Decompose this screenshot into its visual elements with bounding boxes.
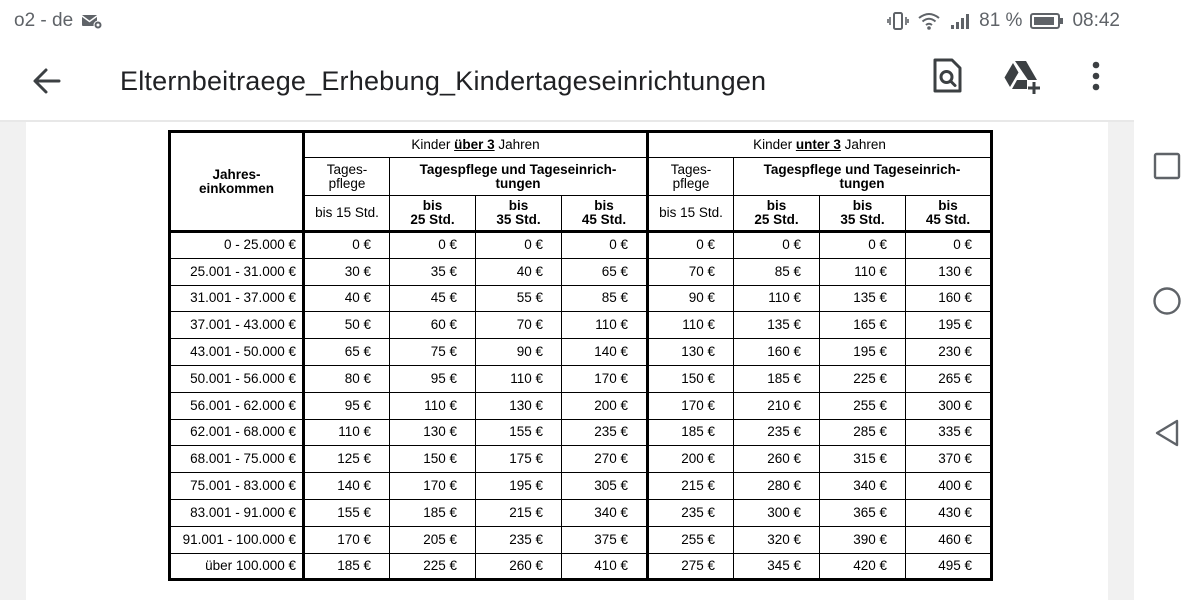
fee-cell: 235 €: [734, 419, 820, 446]
fee-cell: 110 €: [304, 419, 390, 446]
fee-cell: 270 €: [562, 446, 648, 473]
recents-square-icon: [1153, 152, 1181, 180]
fee-cell: 195 €: [820, 339, 906, 366]
signal-icon: [949, 12, 971, 30]
fee-cell: 260 €: [476, 553, 562, 580]
more-vert-icon: [1091, 60, 1101, 92]
fee-cell: 185 €: [734, 365, 820, 392]
fee-cell: 225 €: [820, 365, 906, 392]
hours-header-35: bis 35 Std.: [820, 196, 906, 232]
back-triangle-icon: [1153, 418, 1181, 448]
fee-cell: 495 €: [906, 553, 992, 580]
back-button[interactable]: [16, 50, 78, 112]
fee-cell: 0 €: [476, 232, 562, 259]
fee-cell: 390 €: [820, 526, 906, 553]
fee-cell: 95 €: [390, 365, 476, 392]
fee-cell: 130 €: [476, 392, 562, 419]
fee-cell: 0 €: [562, 232, 648, 259]
table-row: [170, 285, 992, 312]
document-page: [26, 122, 1108, 600]
fee-cell: 140 €: [304, 473, 390, 500]
home-button[interactable]: [1147, 281, 1187, 321]
fee-cell: 280 €: [734, 473, 820, 500]
add-to-drive-button[interactable]: [996, 50, 1048, 102]
fee-cell: 70 €: [476, 312, 562, 339]
table-row: [170, 258, 992, 285]
fee-cell: 235 €: [476, 526, 562, 553]
table-row: [170, 339, 992, 366]
fee-cell: 255 €: [820, 392, 906, 419]
add-to-drive-icon: [1002, 58, 1042, 94]
fee-cell: 80 €: [304, 365, 390, 392]
fee-cell: 135 €: [820, 285, 906, 312]
fee-cell: 130 €: [648, 339, 734, 366]
fee-cell: 205 €: [390, 526, 476, 553]
income-bracket-cell: 37.001 - 43.000 €: [170, 312, 304, 339]
document-viewer[interactable]: [0, 122, 1134, 600]
fee-cell: 160 €: [734, 339, 820, 366]
fee-cell: 300 €: [734, 499, 820, 526]
fee-cell: 430 €: [906, 499, 992, 526]
fee-cell: 130 €: [906, 258, 992, 285]
fee-cell: 410 €: [562, 553, 648, 580]
carrier-label: o2 - de: [14, 10, 74, 31]
fee-cell: 305 €: [562, 473, 648, 500]
document-title: Elternbeitraege_Erhebung_Kindertageseinrichtungen: [120, 65, 767, 96]
fee-cell: 150 €: [390, 446, 476, 473]
mail-settings-icon: [81, 12, 103, 30]
recents-button[interactable]: [1147, 146, 1187, 186]
table-row: [170, 446, 992, 473]
hours-header-25: bis 25 Std.: [390, 196, 476, 232]
fee-cell: 235 €: [648, 499, 734, 526]
income-bracket-cell: 0 - 25.000 €: [170, 232, 304, 259]
home-circle-icon: [1152, 286, 1182, 316]
income-bracket-cell: 91.001 - 100.000 €: [170, 526, 304, 553]
table-row: [170, 232, 992, 259]
group-header-over-3: Kinder über 3 Jahren: [304, 132, 648, 158]
hours-header-45: bis 45 Std.: [562, 196, 648, 232]
fee-cell: 195 €: [906, 312, 992, 339]
tageseinrichtung-header: Tagespflege und Tageseinrich- tungen: [390, 158, 648, 196]
fee-cell: 200 €: [648, 446, 734, 473]
back-arrow-icon: [31, 65, 63, 97]
fee-cell: 340 €: [820, 473, 906, 500]
income-bracket-cell: 62.001 - 68.000 €: [170, 419, 304, 446]
fee-cell: 85 €: [562, 285, 648, 312]
fee-cell: 110 €: [734, 285, 820, 312]
clock: 08:42: [1072, 10, 1120, 31]
tageseinrichtung-header: Tagespflege und Tageseinrich- tungen: [734, 158, 992, 196]
fee-cell: 0 €: [906, 232, 992, 259]
fee-cell: 65 €: [562, 258, 648, 285]
table-row: [170, 392, 992, 419]
fee-cell: 275 €: [648, 553, 734, 580]
fee-cell: 185 €: [304, 553, 390, 580]
tagespflege-header: Tages- pflege: [304, 158, 390, 196]
fee-cell: 150 €: [648, 365, 734, 392]
fee-cell: 185 €: [390, 499, 476, 526]
fee-cell: 370 €: [906, 446, 992, 473]
fee-cell: 215 €: [476, 499, 562, 526]
battery-percent: 81 %: [979, 10, 1023, 31]
table-row: [170, 419, 992, 446]
status-bar: [0, 0, 1134, 42]
fee-cell: 400 €: [906, 473, 992, 500]
fee-cell: 65 €: [304, 339, 390, 366]
fee-cell: 320 €: [734, 526, 820, 553]
table-row: [170, 526, 992, 553]
fee-cell: 75 €: [390, 339, 476, 366]
income-bracket-cell: über 100.000 €: [170, 553, 304, 580]
income-bracket-cell: 68.001 - 75.000 €: [170, 446, 304, 473]
fee-cell: 340 €: [562, 499, 648, 526]
income-bracket-cell: 56.001 - 62.000 €: [170, 392, 304, 419]
fee-cell: 335 €: [906, 419, 992, 446]
fee-cell: 215 €: [648, 473, 734, 500]
document-search-icon: [931, 57, 965, 95]
income-bracket-cell: 43.001 - 50.000 €: [170, 339, 304, 366]
income-bracket-cell: 25.001 - 31.000 €: [170, 258, 304, 285]
fee-cell: 230 €: [906, 339, 992, 366]
fee-cell: 30 €: [304, 258, 390, 285]
battery-icon: [1030, 12, 1064, 30]
tagespflege-header: Tages- pflege: [648, 158, 734, 196]
fee-cell: 210 €: [734, 392, 820, 419]
fee-cell: 460 €: [906, 526, 992, 553]
fee-cell: 35 €: [390, 258, 476, 285]
fee-cell: 365 €: [820, 499, 906, 526]
table-row: [170, 499, 992, 526]
fee-cell: 0 €: [734, 232, 820, 259]
app-bar: [0, 42, 1134, 120]
hours-header-45: bis 45 Std.: [906, 196, 992, 232]
fee-cell: 165 €: [820, 312, 906, 339]
fee-cell: 170 €: [562, 365, 648, 392]
fee-cell: 60 €: [390, 312, 476, 339]
fee-cell: 235 €: [562, 419, 648, 446]
income-bracket-cell: 31.001 - 37.000 €: [170, 285, 304, 312]
fee-cell: 130 €: [390, 419, 476, 446]
fee-cell: 50 €: [304, 312, 390, 339]
table-row: [170, 473, 992, 500]
fee-cell: 40 €: [304, 285, 390, 312]
hours-header-35: bis 35 Std.: [476, 196, 562, 232]
fee-table-body: [170, 232, 992, 580]
fee-cell: 110 €: [648, 312, 734, 339]
fee-cell: 225 €: [390, 553, 476, 580]
fee-cell: 70 €: [648, 258, 734, 285]
fee-cell: 185 €: [648, 419, 734, 446]
fee-cell: 110 €: [562, 312, 648, 339]
fee-cell: 125 €: [304, 446, 390, 473]
fee-cell: 0 €: [390, 232, 476, 259]
fee-cell: 155 €: [304, 499, 390, 526]
fee-cell: 155 €: [476, 419, 562, 446]
fee-cell: 110 €: [820, 258, 906, 285]
fee-cell: 110 €: [390, 392, 476, 419]
fee-cell: 0 €: [304, 232, 390, 259]
table-row: [170, 553, 992, 580]
fee-cell: 110 €: [476, 365, 562, 392]
fee-cell: 140 €: [562, 339, 648, 366]
fee-cell: 55 €: [476, 285, 562, 312]
fee-table: [168, 130, 993, 581]
fee-cell: 170 €: [390, 473, 476, 500]
fee-cell: 315 €: [820, 446, 906, 473]
wifi-icon: [917, 11, 941, 31]
fee-cell: 160 €: [906, 285, 992, 312]
table-row: [170, 365, 992, 392]
fee-cell: 170 €: [304, 526, 390, 553]
fee-cell: 90 €: [648, 285, 734, 312]
fee-cell: 170 €: [648, 392, 734, 419]
fee-cell: 85 €: [734, 258, 820, 285]
income-bracket-cell: 75.001 - 83.000 €: [170, 473, 304, 500]
find-in-document-button[interactable]: [922, 50, 974, 102]
fee-cell: 300 €: [906, 392, 992, 419]
fee-cell: 45 €: [390, 285, 476, 312]
hours-header-25: bis 25 Std.: [734, 196, 820, 232]
fee-cell: 175 €: [476, 446, 562, 473]
fee-cell: 255 €: [648, 526, 734, 553]
system-nav-bar: [1134, 0, 1200, 600]
fee-cell: 420 €: [820, 553, 906, 580]
income-header: Jahres- einkommen: [170, 132, 304, 232]
fee-cell: 0 €: [648, 232, 734, 259]
fee-cell: 135 €: [734, 312, 820, 339]
table-row: [170, 312, 992, 339]
fee-cell: 195 €: [476, 473, 562, 500]
more-options-button[interactable]: [1070, 50, 1122, 102]
hours-header-15: bis 15 Std.: [648, 196, 734, 232]
income-bracket-cell: 50.001 - 56.000 €: [170, 365, 304, 392]
fee-cell: 285 €: [820, 419, 906, 446]
group-header-under-3: Kinder unter 3 Jahren: [648, 132, 992, 158]
vibrate-icon: [887, 11, 909, 31]
fee-cell: 260 €: [734, 446, 820, 473]
fee-cell: 40 €: [476, 258, 562, 285]
fee-cell: 375 €: [562, 526, 648, 553]
fee-cell: 0 €: [820, 232, 906, 259]
system-back-button[interactable]: [1147, 413, 1187, 453]
fee-cell: 345 €: [734, 553, 820, 580]
fee-cell: 200 €: [562, 392, 648, 419]
hours-header-15: bis 15 Std.: [304, 196, 390, 232]
income-bracket-cell: 83.001 - 91.000 €: [170, 499, 304, 526]
fee-cell: 90 €: [476, 339, 562, 366]
fee-cell: 95 €: [304, 392, 390, 419]
fee-cell: 265 €: [906, 365, 992, 392]
